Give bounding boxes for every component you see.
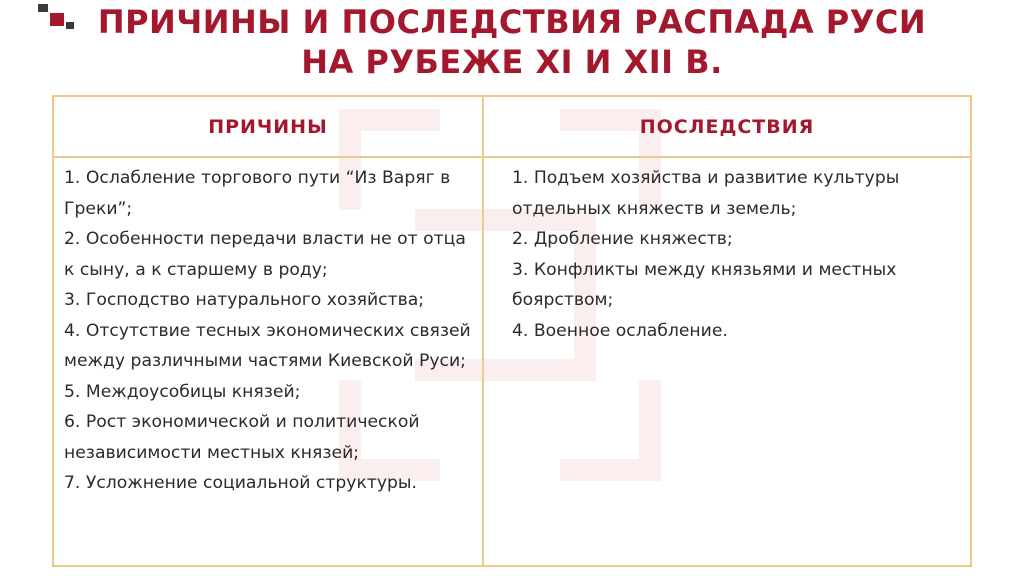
cause-item: 5. Междоусобицы князей;	[64, 381, 301, 402]
causes-consequences-table	[52, 95, 972, 567]
consequence-item: 4. Военное ослабление.	[512, 320, 728, 341]
causes-list	[64, 163, 476, 499]
cause-item: 1. Ослабление торгового пути “Из Варяг в Греки”;	[64, 168, 451, 219]
cause-item: 6. Рост экономической и политической независимости местных князей;	[64, 412, 420, 463]
header-consequences: ПОСЛЕДСТВИЯ	[639, 115, 815, 138]
consequence-item: 3. Конфликты между князьями и местных боярством;	[512, 259, 897, 310]
cause-item: 7. Усложнение социальной структуры.	[64, 473, 417, 493]
header-causes: ПРИЧИНЫ	[208, 115, 328, 138]
cause-item: 3. Господство натурального хозяйства;	[64, 290, 425, 310]
consequence-item: 2. Дробление княжеств;	[512, 229, 733, 249]
slide-title	[0, 2, 1024, 82]
consequence-item: 1. Подъем хозяйства и развитие культуры отдельных княжеств и земель;	[512, 168, 900, 219]
cause-item: 2. Особенности передачи власти не от отца к сыну, а к старшему в роду;	[64, 229, 466, 280]
slide-title-line-1: ПРИЧИНЫ И ПОСЛЕДСТВИЯ РАСПАДА РУСИ	[97, 3, 927, 41]
column-divider	[482, 97, 484, 565]
header-divider	[54, 156, 970, 158]
cause-item: 4. Отсутствие тесных экономических связей между различными частями Киевской Руси;	[64, 320, 471, 371]
slide-title-line-2: НА РУБЕЖЕ XI И XII В.	[301, 43, 723, 81]
consequences-list	[512, 163, 932, 346]
